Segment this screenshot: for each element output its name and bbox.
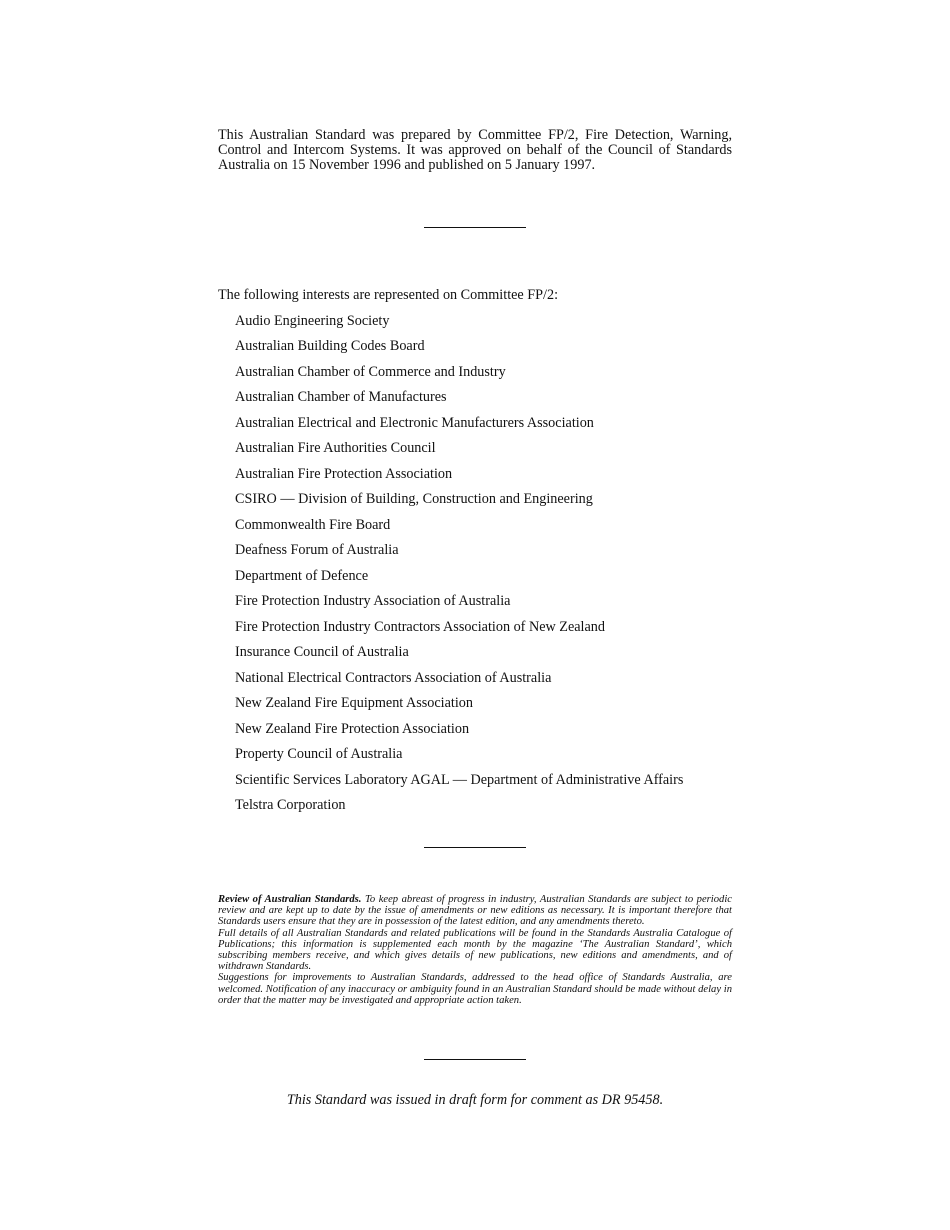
list-item: New Zealand Fire Equipment Association [235,695,473,711]
list-item: Australian Building Codes Board [235,338,425,354]
section-divider [424,227,526,228]
section-divider [424,1059,526,1060]
list-item: Australian Chamber of Manufactures [235,389,447,405]
list-item: Department of Defence [235,567,369,584]
interests-intro: The following interests are represented on Committee FP/2: [218,287,559,303]
list-item: Property Council of Australia [235,746,403,762]
list-item: National Electrical Contractors Association of Australia [235,669,552,686]
list-item: Fire Protection Industry Association of Australia [235,593,511,609]
draft-note: This Standard was issued in draft form for comment as DR 95458. [286,1092,664,1108]
list-item: Fire Protection Industry Contractors Association of New Zealand [235,618,605,635]
list-item: CSIRO — Division of Building, Construction and Engineering [235,491,593,507]
list-item: Australian Fire Authorities Council [235,440,436,456]
list-item: Australian Chamber of Commerce and Industry [235,363,506,380]
list-item: Commonwealth Fire Board [235,516,391,533]
review-paragraph [218,894,732,928]
section-divider [424,847,526,848]
list-item: Insurance Council of Australia [235,644,409,660]
list-item: New Zealand Fire Protection Association [235,720,470,737]
list-item: Scientific Services Laboratory AGAL — Department of Administrative Affairs [235,771,684,788]
review-heading: Review of Australian Standards. [218,894,362,905]
review-text: To keep abreast of progress in industry, Australian Standards are subject to periodic review and are kept up to date by the issue of amendments or new editions as necessary. It is important therefore that Standards users ensure that they are in possession of the latest edition, and any amendments thereto. [218,894,732,928]
list-item: Deafness Forum of Australia [235,542,399,558]
list-item: Telstra Corporation [235,797,346,813]
list-item: Audio Engineering Society [235,312,390,329]
review-paragraph: Full details of all Australian Standards and related publications will be found in the Standards Australia Catalogue of Publications; this information is supplemented each month by the magazine ‘The Australian Standard’, which subscribing members receive, and which gives details of new publications, new editions and amendments, and of withdrawn Standards. [218,927,732,973]
interests-list [218,313,738,823]
review-paragraph: Suggestions for improvements to Australian Standards, addressed to the head office of Standards Australia, are welcomed. Notification of any inaccuracy or ambiguity found in an Australian Standard should be made without delay in order that the matter may be investigated and appropriate action taken. [218,972,732,1006]
list-item: Australian Electrical and Electronic Manufacturers Association [235,414,594,431]
approval-statement: This Australian Standard was prepared by Committee FP/2, Fire Detection, Warning, Control and Intercom Systems. It was approved on behalf of the Council of Standards Australia on 15 November 1996 and published on 5 January 1997. [218,127,732,174]
review-notice [218,894,732,1006]
committee-interests [218,287,738,823]
list-item: Australian Fire Protection Association [235,465,453,482]
